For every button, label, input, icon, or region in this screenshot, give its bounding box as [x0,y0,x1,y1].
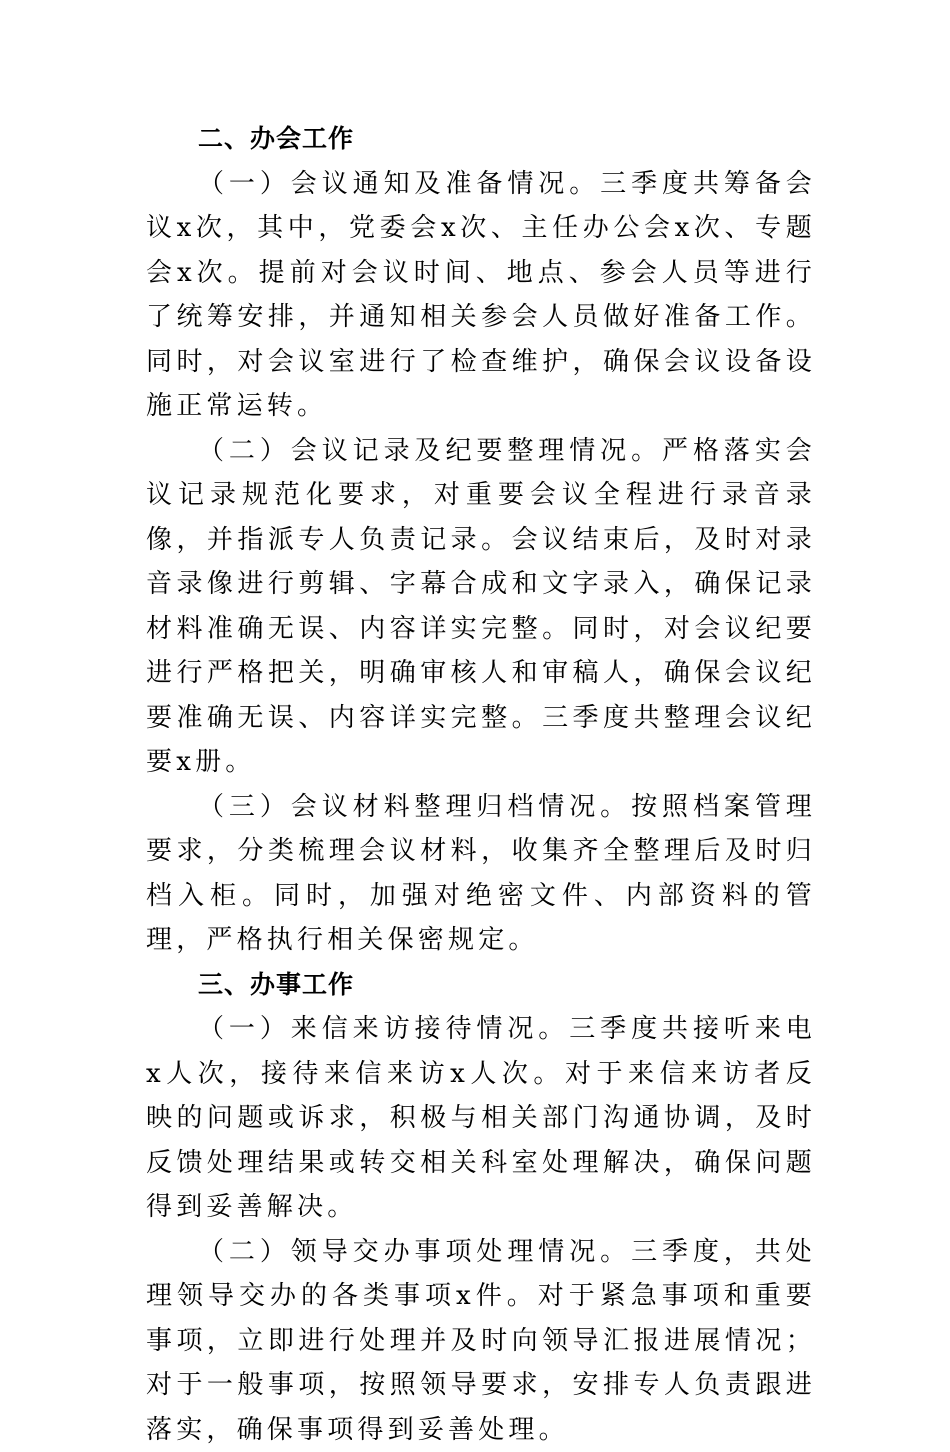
paragraph-meeting-archive: （三）会议材料整理归档情况。按照档案管理要求，分类梳理会议材料，收集齐全整理后及时归档入柜。同时，加强对绝密文件、内部资料的管理，严格执行相关保密规定。 [146,785,816,963]
document-body [146,117,816,1452]
paragraph-letters-visits: （一）来信来访接待情况。三季度共接听来电x人次，接待来信来访x人次。对于来信来访者反映的问题或诉求，积极与相关部门沟通协调，及时反馈处理结果或转交相关科室处理解决，确保问题得到妥善解决。 [146,1007,816,1230]
paragraph-leader-assigned-matters: （二）领导交办事项处理情况。三季度，共处理领导交办的各类事项x件。对于紧急事项和重要事项，立即进行处理并及时向领导汇报进展情况；对于一般事项，按照领导要求，安排专人负责跟进落实，确保事项得到妥善处理。 [146,1230,816,1452]
paragraph-meeting-notice: （一）会议通知及准备情况。三季度共筹备会议x次，其中，党委会x次、主任办公会x次、专题会x次。提前对会议时间、地点、参会人员等进行了统筹安排，并通知相关参会人员做好准备工作。同时，对会议室进行了检查维护，确保会议设备设施正常运转。 [146,162,816,429]
section-heading-meeting-work: 二、办会工作 [146,117,816,162]
section-heading-affairs-work: 三、办事工作 [146,963,816,1008]
paragraph-meeting-minutes: （二）会议记录及纪要整理情况。严格落实会议记录规范化要求，对重要会议全程进行录音录像，并指派专人负责记录。会议结束后，及时对录音录像进行剪辑、字幕合成和文字录入，确保记录材料准确无误、内容详实完整。同时，对会议纪要进行严格把关，明确审核人和审稿人，确保会议纪要准确无误、内容详实完整。三季度共整理会议纪要x册。 [146,429,816,785]
